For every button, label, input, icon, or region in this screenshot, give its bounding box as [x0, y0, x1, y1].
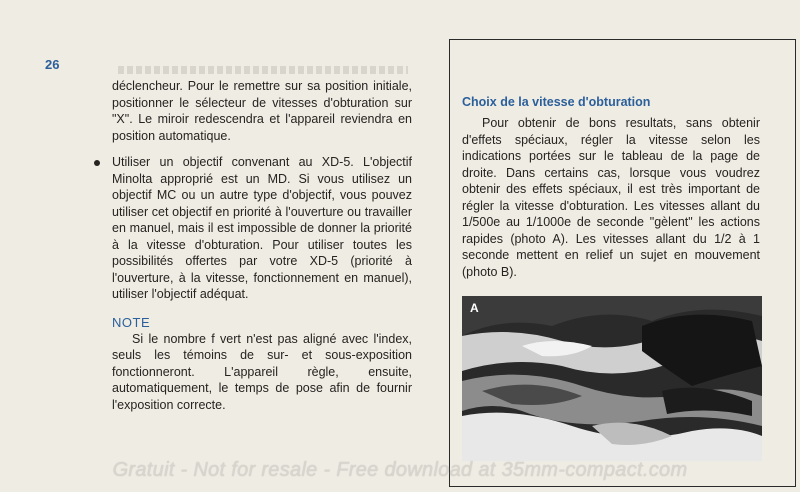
box-text: Pour obtenir de bons resultats, sans obtenir d'effets spéciaux, régler la vitesse selon les indications portées sur le tableau de la page de droite. Dans certains cas, lorsque vous voudrez obtenir des effets spéciaux, il est très important de régler la vitesse d'obturation. Les vitesses allant du 1/500e au 1/1000e de seconde "gèlent" les actions rapides (photo A). Les vitesses allant du 1/2 à 1 seconde mettent en relief un sujet en mouvement (photo B). — [462, 116, 760, 279]
photo-a — [462, 296, 762, 461]
photo-label: A — [470, 301, 479, 315]
bullet-dot-icon — [94, 160, 100, 166]
note-heading: NOTE — [112, 314, 151, 330]
rapids-photo-image — [462, 296, 762, 461]
bullet-text: Utiliser un objectif convenant au XD-5. L'objectif Minolta approprié est un MD. Si vous utilisez un objectif MC ou un autre type d'objectif, vous pouvez utiliser cet objectif en priorité à l'ouverture ou travailler en manuel, mais il est impossible de donner la priorité à la vitesse d'obturation. Pour utiliser toutes les possibilités offertes par votre XD-5 (priorité à l'ouverture, à la vitesse, fonctionnement en manuel), utiliser l'objectif adéquat. — [112, 155, 412, 301]
page-number: 26 — [45, 57, 60, 72]
watermark: Gratuit - Not for resale - Free download at 35mm-compact.com — [112, 459, 688, 481]
continuation-paragraph: déclencheur. Pour le remettre sur sa position initiale, positionner le sélecteur de vitesses d'obturation sur "X". Le miroir redescendra et l'appareil reviendra en position automatique. — [112, 79, 412, 143]
shutter-speed-box — [449, 39, 796, 487]
bleed-through-text — [118, 66, 408, 74]
left-column — [112, 78, 412, 413]
box-heading: Choix de la vitesse d'obturation — [462, 95, 651, 109]
note-text: Si le nombre f vert n'est pas aligné avec l'index, seuls les témoins de sur- et sous-exposition fonctionneront. L'appareil règle, ensuite, automatiquement, le temps de pose afin de fournir l'exposition correcte. — [112, 331, 412, 412]
bullet-item — [112, 154, 412, 303]
